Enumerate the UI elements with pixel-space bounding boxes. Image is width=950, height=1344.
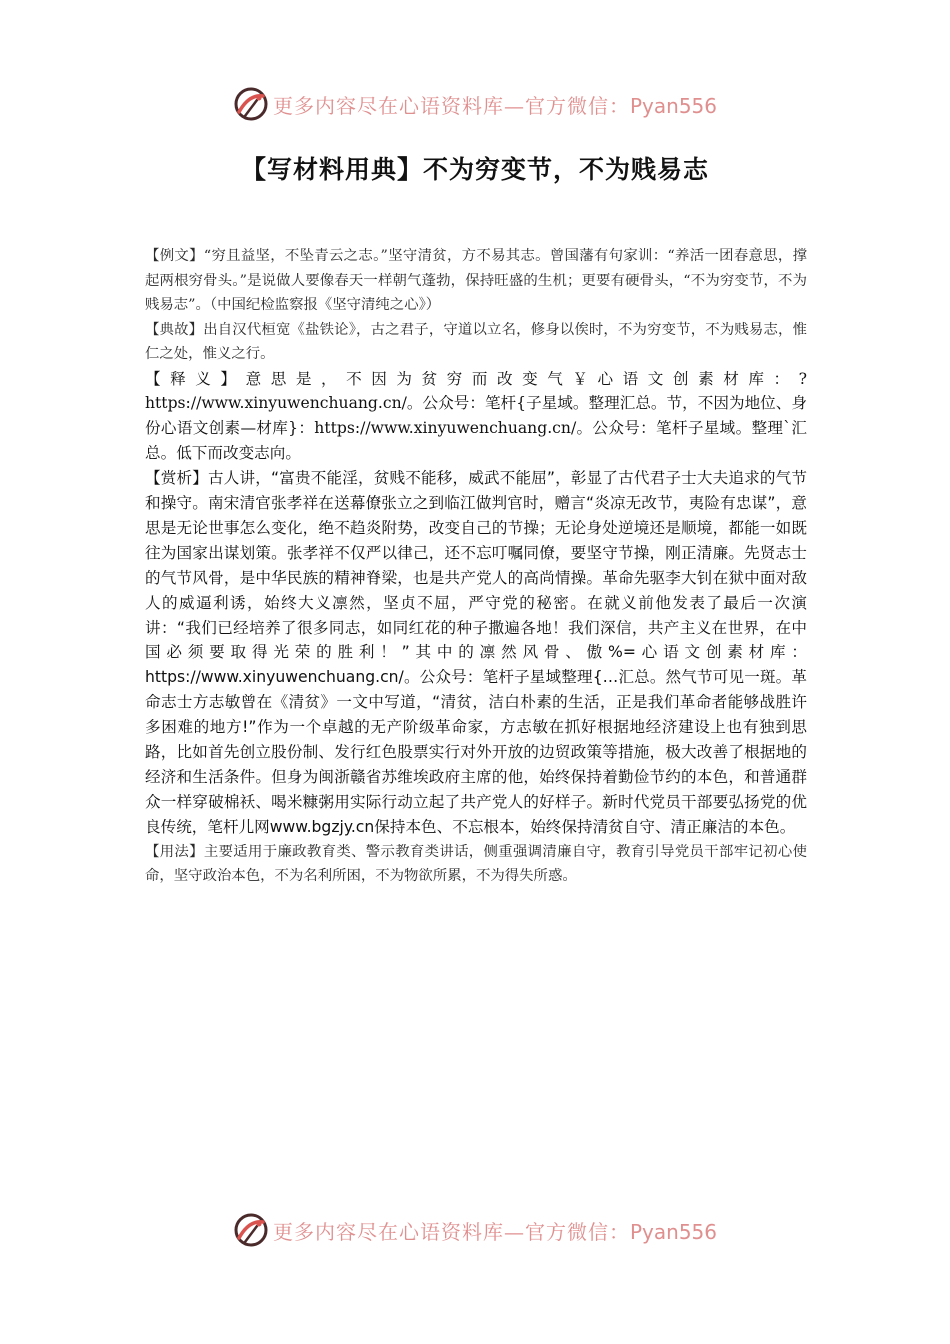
header-wechat-id: Pyan556 [629,93,717,118]
logo-icon [233,86,269,122]
document-body [145,244,807,889]
section-text-example: “穷且益坚，不坠青云之志。”坚守清贫，方不易其志。曾国藩有句家训：“养活一团春意思，撑起两根穷骨头。”是说做人要像春天一样朝气蓬勃，保持旺盛的生机；更要有硬骨头，“不为穷变节，不为贱易志”。（中国纪检监察报《坚守清纯之心》） [145,248,807,313]
section-example [145,244,807,318]
section-tag-appreciation: 【赏析】 [145,469,208,488]
section-meaning [145,367,807,467]
section-tag-meaning: 【释义】 [145,369,246,388]
section-tag-source: 【典故】 [145,321,204,338]
section-tag-usage: 【用法】 [145,843,204,860]
section-text-usage: 主要适用于廉政教育类、警示教育类讲话，侧重强调清廉自守，教育引导党员干部牢记初心使命，坚守政治本色，不为名利所困，不为物欲所累，不为得失所惑。 [145,843,807,885]
header-banner [0,82,950,126]
section-text-meaning: ?https://www.xinyuwenchuang.cn/。公众号：笔杆{子星域。整理汇总。节，不因为地位、身份心语文创素—材库}：https://www.xinyuwenchuang.cn/。公众号：笔杆子星域。整理`汇总。低下而改变志向。 [145,369,807,463]
logo-icon [233,1212,269,1248]
footer-wechat-id: Pyan556 [629,1219,717,1244]
section-text-meaning-spaced: 意思是，不因为贫穷而改变气￥心语文创素材库： [245,369,799,388]
section-appreciation [145,466,807,840]
section-usage [145,840,807,889]
footer-banner [0,1208,950,1252]
header-banner-text: 更多内容尽在心语资料库—官方微信：Pyan556 [272,93,717,118]
footer-banner-text: 更多内容尽在心语资料库—官方微信：Pyan556 [272,1219,717,1244]
section-text-source: 出自汉代桓宽《盐铁论》，古之君子，守道以立名，修身以俟时，不为穷变节，不为贱易志，惟仁之处，惟义之行。 [145,321,807,362]
section-text-appreciation: 古人讲，“富贵不能淫，贫贱不能移，威武不能屈”，彰显了古代君子士大夫追求的气节和操守。南宋清官张孝祥在送幕僚张立之到临江做判官时，赠言“炎凉无改节，夷险有忠谋”，意思是无论世事怎么变化，绝不趋炎附势，改变自己的节操；无论身处逆境还是顺境，都能一如既往为国家出谋划策。张孝祥不仅严以律己，还不忘叮嘱同僚，要坚守节操，刚正清廉。先贤志士的气节风骨，是中华民族的精神脊梁，也是共产党人的高尚情操。革命先驱李大钊在狱中面对敌人的威逼利诱，始终大义凛然，坚贞不屈，严守党的秘密。在就义前他发表了最后一次演讲：“我们已经培养了很多同志，如同红花的种子撒遍各地！我们深信，共产主义在世界，在中国必须要取得光荣的胜利！”其中的凛然风骨、傲%=心语文创素材库：https://www.xinyuwenchuang.cn/。公众号：笔杆子星域整理{…汇总。然气节可见一斑。革命志士方志敏曾在《清贫》一文中写道，“清贫，洁白朴素的生活，正是我们革命者能够战胜许多困难的地方!”作为一个卓越的无产阶级革命家，方志敏在抓好根据地经济建设上也有独到思路，比如首先创立股份制、发行红色股票实行对外开放的边贸政策等措施，极大改善了根据地的经济和生活条件。但身为闽浙赣省苏维埃政府主席的他，始终保持着勤俭节约的本色，和普通群众一样穿破棉袄、喝米糠粥用实际行动立起了共产党人的好样子。新时代党员干部要弘扬党的优良传统，笔杆儿网www.bgzjy.cn保持本色、不忘根本，始终保持清贫自守、清正廉洁的本色。 [145,469,807,836]
section-source [145,318,807,367]
page-title: 【写材料用典】不为穷变节，不为贱易志 [240,155,709,184]
section-tag-example: 【例文】 [145,248,204,264]
